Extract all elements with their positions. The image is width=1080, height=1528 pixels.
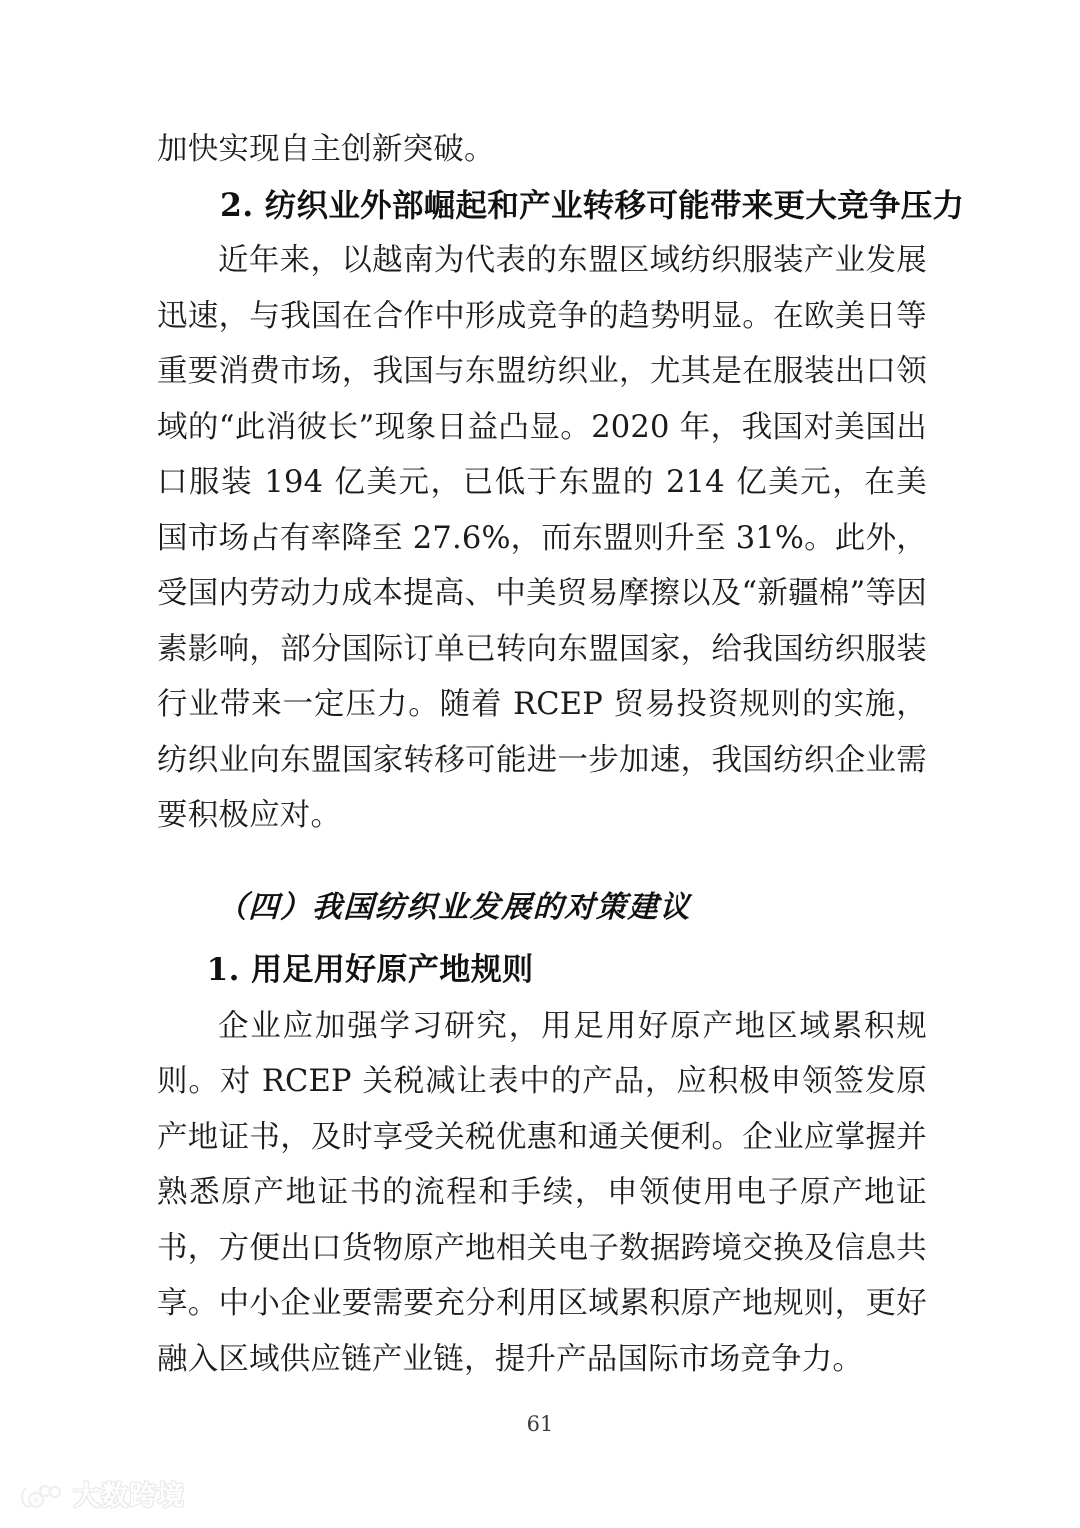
body-paragraph-1: 近年来，以越南为代表的东盟区域纺织服装产业发展迅速，与我国在合作中形成竞争的趋势明显。在欧美日等重要消费市场，我国与东盟纺织业，尤其是在服装出口领域的“此消彼长”现象日益凸显。2020 年，我国对美国出口服装 194 亿美元，已低于东盟的 214 亿美元，在美国市场占有率降至 27.6%，而东盟则升至 31%。此外，受国内劳动力成本提高、中美贸易摩擦以及“新疆棉”等因素影响，部分国际订单已转向东盟国家，给我国纺织服装行业带来一定压力。随着 RCEP 贸易投资规则的实施，纺织业向东盟国家转移可能进一步加速，我国纺织企业需要积极应对。 xyxy=(157,243,927,833)
spacer-before-sub-heading xyxy=(157,935,927,943)
watermark-label: 大数跨境 xyxy=(73,1481,185,1512)
page-number: 61 xyxy=(526,1412,554,1436)
watermark xyxy=(18,1482,185,1512)
body-paragraph-2: 企业应加强学习研究，用足用好原产地区域累积规则。对 RCEP 关税减让表中的产品，应积极申领签发原产地证书，及时享受关税优惠和通关便利。企业应掌握并熟悉原产地证书的流程和手续，申领使用电子原产地证书，方便出口货物原产地相关电子数据跨境交换及信息共享。中小企业要需要充分利用区域累积原产地规则，更好融入区域供应链产业链，提升产品国际市场竞争力。 xyxy=(157,1008,927,1377)
heading-section-four: （四）我国纺织业发展的对策建议 xyxy=(216,889,692,925)
heading-sub-one: 1. 用足用好原产地规则 xyxy=(206,952,534,988)
page-content-column xyxy=(157,122,965,1387)
spacer-before-section-heading xyxy=(157,844,927,880)
continued-paragraph: 加快实现自主创新突破。 xyxy=(157,132,495,167)
dashuguajing-logo-icon xyxy=(18,1482,64,1512)
heading-section-2: 2. 纺织业外部崛起和产业转移可能带来更大竞争压力 xyxy=(220,186,965,224)
